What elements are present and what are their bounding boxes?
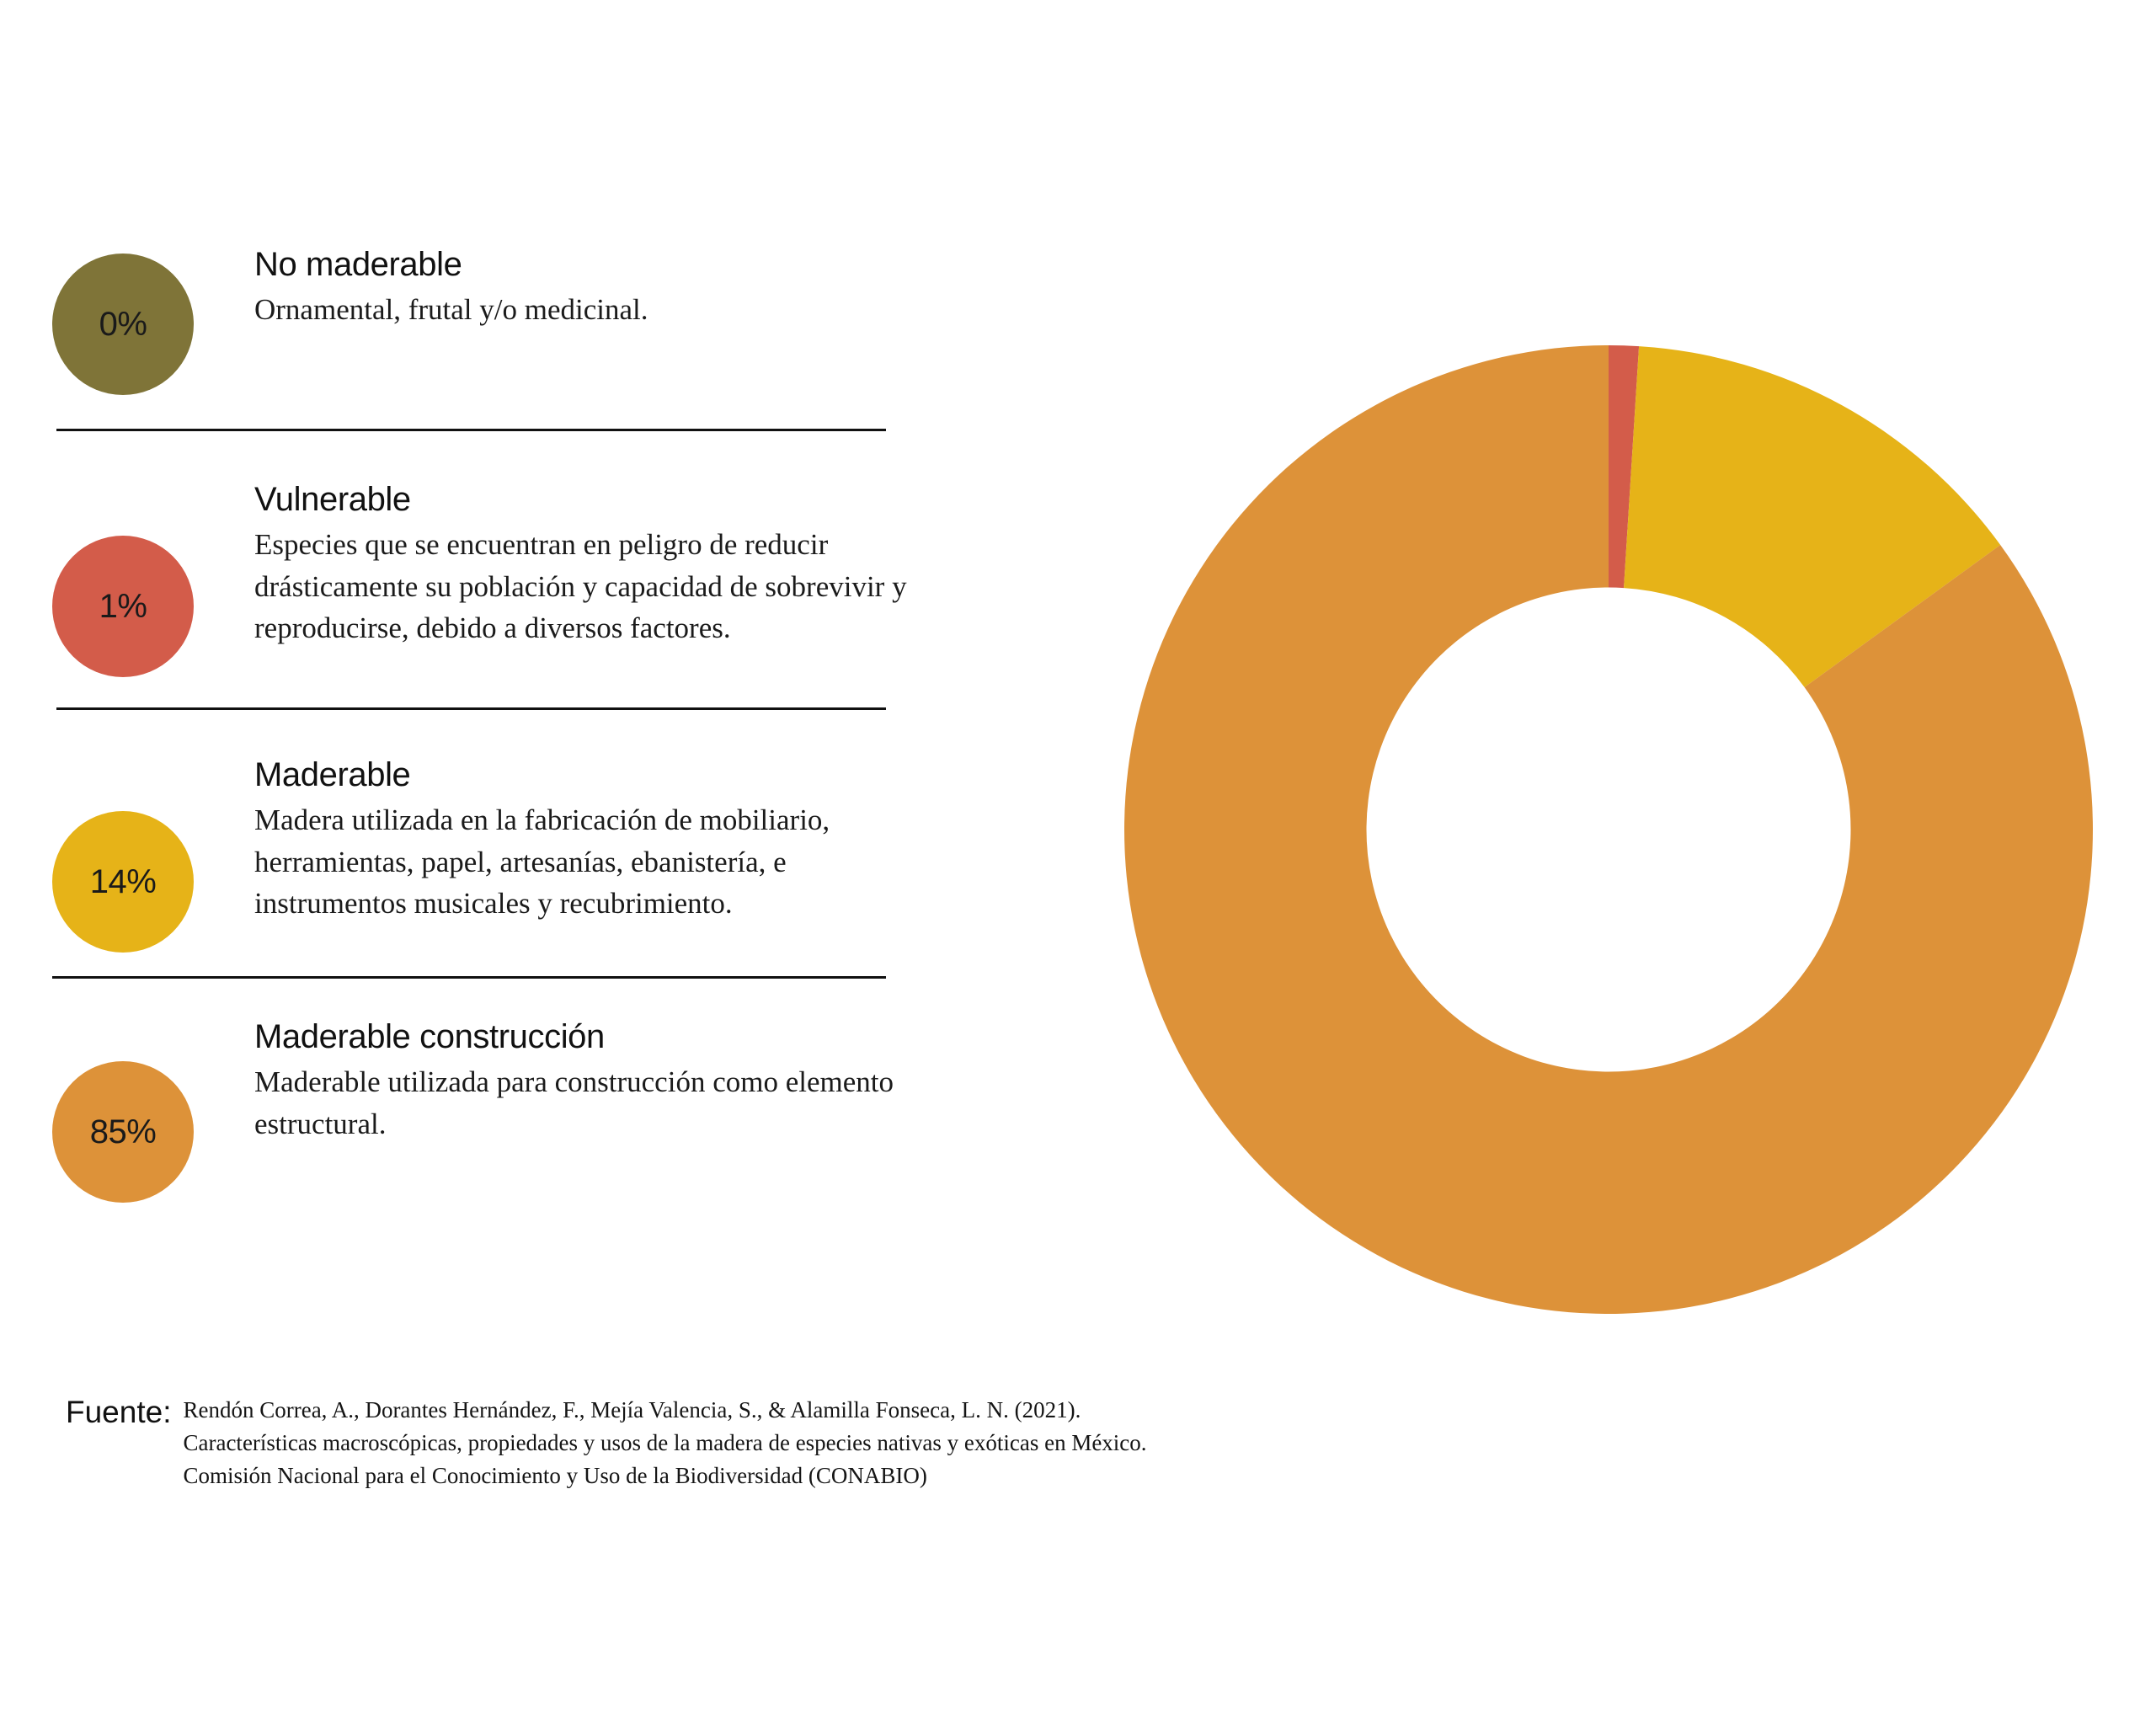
legend-text (254, 1012, 911, 1145)
source-label: Fuente: (66, 1395, 172, 1429)
legend-bubble-percent: 1% (52, 536, 194, 677)
source-line: Rendón Correa, A., Dorantes Hernández, F., Mejía Valencia, S., & Alamilla Fonseca, L. N. (2021). (183, 1397, 1081, 1422)
donut-chart (1124, 316, 2093, 1343)
legend-bubble-percent: 0% (52, 254, 194, 395)
legend-text (254, 750, 911, 925)
legend-title: Vulnerable (254, 481, 411, 518)
legend-panel (52, 240, 911, 1203)
legend-item-maderable (52, 750, 911, 953)
legend-description: Ornamental, frutal y/o medicinal. (254, 293, 648, 326)
legend-text (254, 475, 911, 649)
legend-item-vulnerable (52, 475, 911, 677)
legend-bubble-percent: 85% (52, 1061, 194, 1203)
legend-title: Maderable construcción (254, 1018, 605, 1055)
legend-item-no-maderable (52, 240, 911, 395)
legend-description: Maderable utilizada para construcción como elemento estructural. (254, 1065, 894, 1140)
legend-item-maderable-construccion (52, 1012, 911, 1203)
legend-text (254, 240, 648, 331)
legend-divider (56, 707, 886, 710)
legend-divider (52, 976, 886, 979)
donut-svg (1124, 316, 2093, 1343)
source-line: Características macroscópicas, propiedades y usos de la madera de especies nativas y exóticas en México. (183, 1430, 1147, 1456)
legend-title: No maderable (254, 246, 462, 283)
legend-bubble-percent: 14% (52, 811, 194, 953)
source-line: Comisión Nacional para el Conocimiento y Uso de la Biodiversidad (CONABIO) (183, 1463, 927, 1489)
source-block (66, 1394, 1147, 1492)
source-citation (183, 1394, 1146, 1492)
legend-divider (56, 429, 886, 431)
legend-description: Madera utilizada en la fabricación de mobiliario, herramientas, papel, artesanías, ebanistería, e instrumentos musicales y recubrimiento. (254, 803, 830, 921)
legend-title: Maderable (254, 756, 411, 793)
legend-description: Especies que se encuentran en peligro de reducir drásticamente su población y capacidad de sobrevivir y reproducirse, debido a diversos factores. (254, 528, 907, 645)
